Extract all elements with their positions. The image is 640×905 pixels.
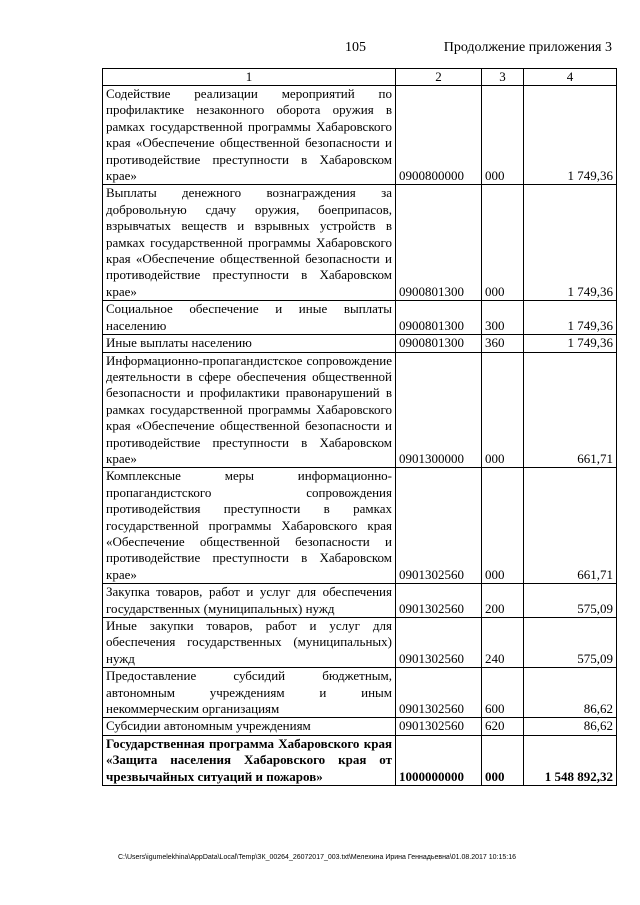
- row-name-cell: Иные выплаты населению: [103, 335, 396, 352]
- target-code-cell: 0901302560: [396, 468, 482, 584]
- expense-type-cell: 360: [482, 335, 524, 352]
- table-row: [103, 352, 617, 468]
- column-header: 4: [524, 69, 617, 86]
- expense-type-cell: 000: [482, 185, 524, 301]
- row-name-cell: Субсидии автономным учреждениям: [103, 718, 396, 735]
- target-code-cell: 0901300000: [396, 352, 482, 468]
- expense-type-cell: 240: [482, 618, 524, 668]
- amount-cell: 1 548 892,32: [524, 735, 617, 785]
- target-code-cell: 0900801300: [396, 301, 482, 335]
- row-name-cell: Содействие реализации мероприятий по профилактике незаконного оборота оружия в рамках государственной программы Хабаровского края «Обеспечение общественной безопасности и противодействие преступности в Хабаровском крае»: [103, 86, 396, 185]
- row-name-cell: Закупка товаров, работ и услуг для обеспечения государственных (муниципальных) нужд: [103, 584, 396, 618]
- expense-type-cell: 620: [482, 718, 524, 735]
- expense-type-cell: 200: [482, 584, 524, 618]
- target-code-cell: 0900800000: [396, 86, 482, 185]
- table-row: [103, 618, 617, 668]
- amount-cell: 1 749,36: [524, 335, 617, 352]
- column-header: 1: [103, 69, 396, 86]
- table-row: [103, 468, 617, 584]
- amount-cell: 575,09: [524, 584, 617, 618]
- table-row: [103, 735, 617, 785]
- table-body: [103, 86, 617, 786]
- amount-cell: 661,71: [524, 352, 617, 468]
- row-name-cell: Иные закупки товаров, работ и услуг для обеспечения государственных (муниципальных) нужд: [103, 618, 396, 668]
- table-row: [103, 185, 617, 301]
- target-code-cell: 1000000000: [396, 735, 482, 785]
- amount-cell: 86,62: [524, 668, 617, 718]
- table-row: [103, 718, 617, 735]
- file-path-footer: C:\Users\igumelekhina\AppData\Local\Temp\ЗК_00264_26072017_003.txt\Мелехина Ирина Геннадьевна\01.08.2017 10:15:16: [118, 854, 517, 861]
- table-row: [103, 301, 617, 335]
- expense-type-cell: 300: [482, 301, 524, 335]
- amount-cell: 1 749,36: [524, 185, 617, 301]
- amount-cell: 661,71: [524, 468, 617, 584]
- row-name-cell: Комплексные меры информационно-пропагандистского сопровождения противодействия преступности в рамках государственной программы Хабаровского края «Обеспечение общественной безопасности и противодействие преступности в Хабаровском крае»: [103, 468, 396, 584]
- expense-type-cell: 000: [482, 735, 524, 785]
- row-name-cell: Социальное обеспечение и иные выплаты населению: [103, 301, 396, 335]
- page-number: 105: [345, 40, 366, 55]
- amount-cell: 86,62: [524, 718, 617, 735]
- target-code-cell: 0901302560: [396, 584, 482, 618]
- table-row: [103, 335, 617, 352]
- amount-cell: 575,09: [524, 618, 617, 668]
- target-code-cell: 0900801300: [396, 185, 482, 301]
- row-name-cell: Выплаты денежного вознаграждения за добровольную сдачу оружия, боеприпасов, взрывчатых веществ и взрывных устройств в рамках государственной программы Хабаровского края «Обеспечение общественной безопасности и противодействие преступности в Хабаровском крае»: [103, 185, 396, 301]
- expense-type-cell: 000: [482, 468, 524, 584]
- amount-cell: 1 749,36: [524, 86, 617, 185]
- amount-cell: 1 749,36: [524, 301, 617, 335]
- expense-type-cell: 000: [482, 86, 524, 185]
- column-number-row: [103, 69, 617, 86]
- expense-type-cell: 600: [482, 668, 524, 718]
- column-header: 2: [396, 69, 482, 86]
- appendix-note: Продолжение приложения 3: [443, 40, 612, 55]
- target-code-cell: 0900801300: [396, 335, 482, 352]
- table-row: [103, 668, 617, 718]
- table-row: [103, 584, 617, 618]
- column-header: 3: [482, 69, 524, 86]
- row-name-cell: Государственная программа Хабаровского края «Защита населения Хабаровского края от чрезвычайных ситуаций и пожаров»: [103, 735, 396, 785]
- row-name-cell: Предоставление субсидий бюджетным, автономным учреждениям и иным некоммерческим организациям: [103, 668, 396, 718]
- expense-type-cell: 000: [482, 352, 524, 468]
- budget-table: [102, 68, 617, 786]
- target-code-cell: 0901302560: [396, 718, 482, 735]
- target-code-cell: 0901302560: [396, 618, 482, 668]
- row-name-cell: Информационно-пропагандистское сопровождение деятельности в сфере обеспечения общественной безопасности и профилактики правонарушений в рамках государственной программы Хабаровского края «Обеспечение общественной безопасности и противодействие преступности в Хабаровском крае»: [103, 352, 396, 468]
- target-code-cell: 0901302560: [396, 668, 482, 718]
- table-row: [103, 86, 617, 185]
